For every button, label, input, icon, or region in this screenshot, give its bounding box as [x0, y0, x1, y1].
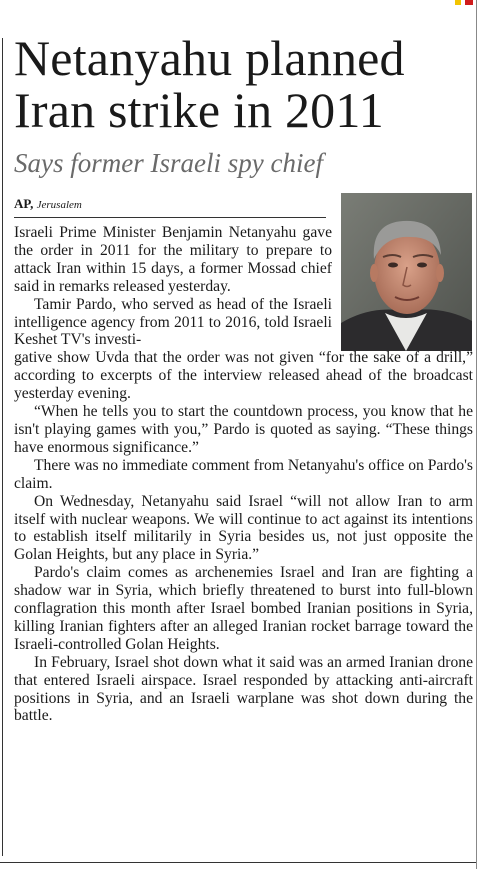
right-column-rule [476, 0, 477, 869]
byline-agency: AP, [14, 196, 34, 211]
left-column-rule [2, 38, 3, 856]
article-body [14, 224, 473, 725]
accent-yellow-mark [455, 0, 461, 5]
article-paragraph: Pardo's claim comes as archenemies Israel and Iran are fighting a shadow war in Syria, which briefly threatened to burst into full-blown conflagration this month after Israel bombed Iranian positions in Syria, killing Iranian fighters after an alleged Iranian rocket barrage toward the Israeli-controlled Golan Heights. [14, 564, 473, 653]
headline-line-2: Iran strike in 2011 [14, 82, 384, 138]
article-paragraph: On Wednesday, Netanyahu said Israel “will not allow Iran to arm itself with nuclear weapons. We will continue to act against its intentions to establish itself militarily in Syria besides us, not just opposite the Golan Heights, but any place in Syria.” [14, 492, 473, 564]
article-paragraph: “When he tells you to start the countdown process, you know that he isn't playing games with you,” Pardo is quoted as saying. “These things have enormous significance.” [14, 403, 473, 456]
article-paragraph: There was no immediate comment from Netanyahu's office on Pardo's claim. [14, 456, 473, 492]
headline-line-1: Netanyahu planned [14, 30, 405, 86]
headline [14, 32, 474, 136]
accent-red-mark [465, 0, 473, 5]
byline [14, 196, 326, 213]
byline-dateline: Jerusalem [36, 199, 82, 211]
article-paragraph: In February, Israel shot down what it said was an armed Iranian drone that entered Israeli airspace. Israel responded by attacking anti-aircraft positions in Syria, and an Israeli warplane was shot down during the battle. [14, 653, 473, 725]
bottom-rule [0, 862, 476, 863]
article-paragraph: Tamir Pardo, who served as head of the Israeli intelligence agency from 2011 to 2016, told Israeli Keshet TV's investi- [14, 295, 332, 349]
byline-divider [14, 217, 326, 218]
article-paragraph: gative show Uvda that the order was not given “for the sake of a drill,” according to excerpts of the interview released ahead of the broadcast yesterday evening. [14, 349, 473, 403]
subheadline: Says former Israeli spy chief [14, 148, 323, 178]
article-paragraph: Israeli Prime Minister Benjamin Netanyahu gave the order in 2011 for the military to prepare to attack Iran within 15 days, a former Mossad chief said in remarks released yesterday. [14, 224, 332, 295]
top-strip [0, 0, 481, 6]
